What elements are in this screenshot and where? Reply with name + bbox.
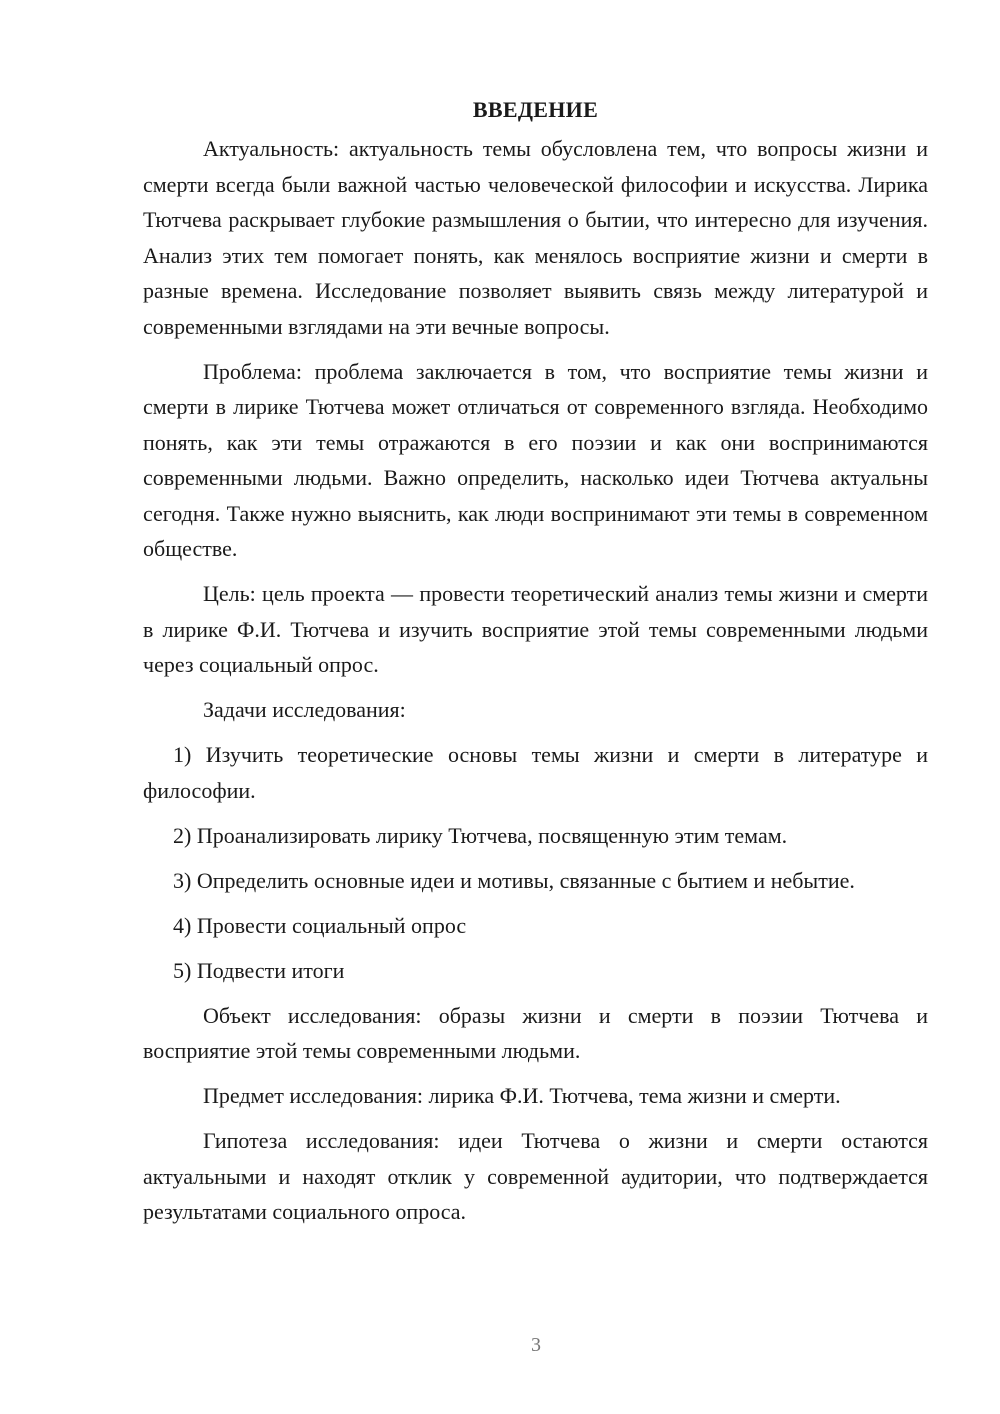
paragraph-relevance: Актуальность: актуальность темы обусловлена тем, что вопросы жизни и смерти всегда были важной частью человеческой философии и искусства. Лирика Тютчева раскрывает глубокие размышления о бытии, что интересно для изучения. Анализ этих тем помогает понять, как менялось восприятие жизни и смерти в разные времена. Исследование позволяет выявить связь между литературой и современными взглядами на эти вечные вопросы.: [143, 136, 928, 339]
task-item-3: 3) Определить основные идеи и мотивы, связанные с бытием и небытие.: [173, 867, 855, 893]
tasks-heading: Задачи исследования:: [203, 697, 406, 722]
paragraph-hypothesis: Гипотеза исследования: идеи Тютчева о жизни и смерти остаются актуальными и находят отклик у современной аудитории, что подтверждается результатами социального опроса.: [143, 1128, 928, 1224]
paragraph-subject: Предмет исследования: лирика Ф.И. Тютчева, тема жизни и смерти.: [203, 1083, 841, 1108]
document-page: [143, 92, 928, 1230]
paragraph-object: Объект исследования: образы жизни и смерти в поэзии Тютчева и восприятие этой темы современными людьми.: [143, 1002, 928, 1063]
paragraph-problem: Проблема: проблема заключается в том, что восприятие темы жизни и смерти в лирике Тютчева может отличаться от современного взгляда. Необходимо понять, как эти темы отражаются в его поэзии и как они воспринимаются современными людьми. Важно определить, насколько идеи Тютчева актуальны сегодня. Также нужно выяснить, как люди воспринимают эти темы в современном обществе.: [143, 358, 928, 561]
paragraph-goal: Цель: цель проекта — провести теоретический анализ темы жизни и смерти в лирике Ф.И. Тютчева и изучить восприятие этой темы современными людьми через социальный опрос.: [143, 581, 928, 677]
page-number: 3: [531, 1334, 541, 1356]
task-item-2: 2) Проанализировать лирику Тютчева, посвященную этим темам.: [173, 822, 788, 848]
task-item-1: 1) Изучить теоретические основы темы жизни и смерти в литературе и философии.: [143, 742, 928, 803]
task-item-5: 5) Подвести итоги: [173, 957, 345, 983]
task-item-4: 4) Провести социальный опрос: [173, 912, 467, 938]
page-title: ВВЕДЕНИЕ: [472, 97, 599, 122]
